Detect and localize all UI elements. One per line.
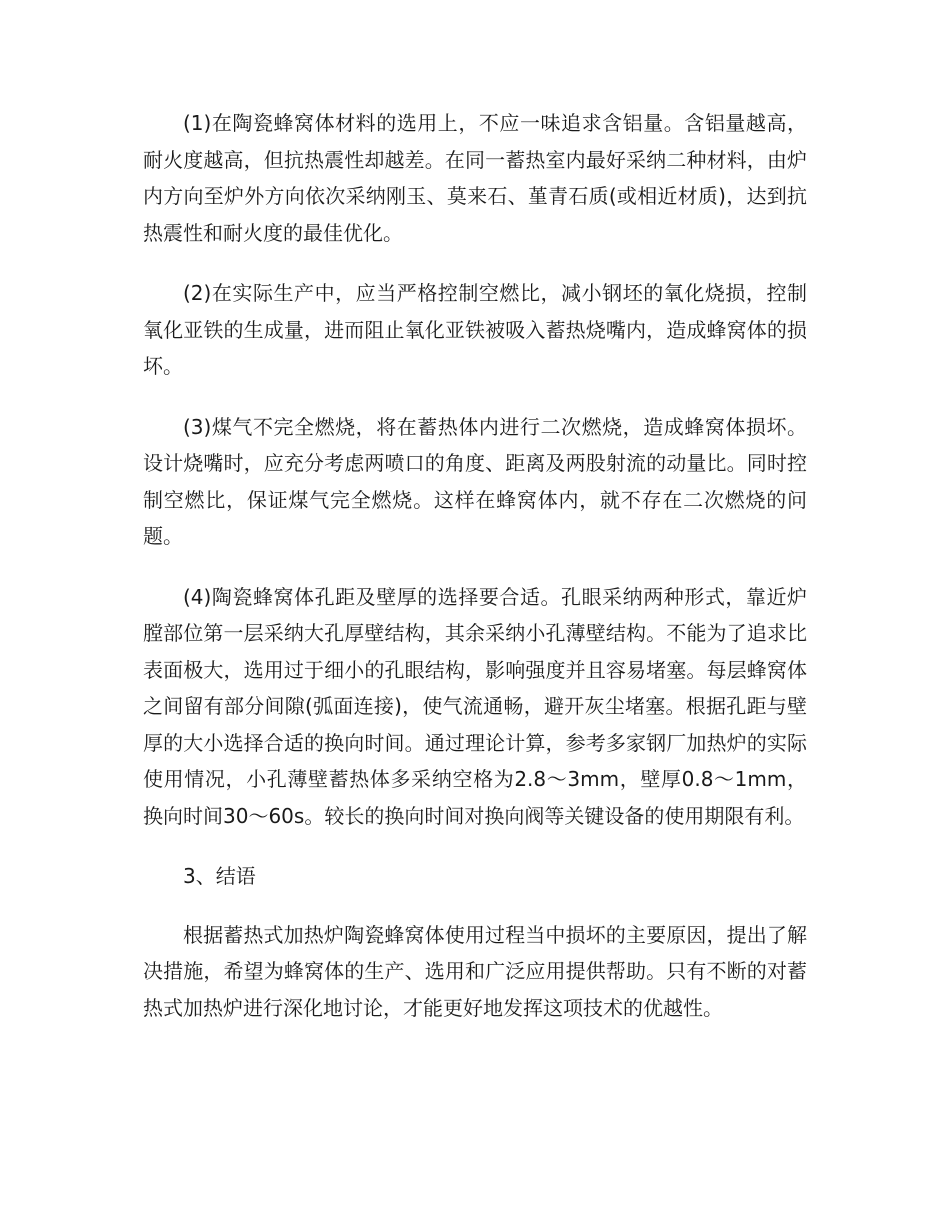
paragraph-measure-4: (4)陶瓷蜂窝体孔距及壁厚的选择要合适。孔眼采纳两种形式，靠近炉膛部位第一层采纳大孔厚壁结构，其余采纳小孔薄壁结构。不能为了追求比表面极大，选用过于细小的孔眼结构，影响强度并且容易堵塞。每层蜂窝体之间留有部分间隙(弧面连接)，使气流通畅，避开灰尘堵塞。根据孔距与壁厚的大小选择合适的换向时间。通过理论计算，参考多家钢厂加热炉的实际使用情况，小孔薄壁蓄热体多采纳空格为2.8〜3mm，壁厚0.8〜1mm，换向时间30〜60s。较长的换向时间对换向阀等关键设备的使用期限有利。	[143, 584, 807, 828]
paragraph-measure-1: (1)在陶瓷蜂窝体材料的选用上，不应一味追求含铝量。含铝量越高，耐火度越高，但抗热震性却越差。在同一蓄热室内最好采纳二种材料，由炉内方向至炉外方向依次采纳刚玉、莫来石、堇青石质(或相近材质)，达到抗热震性和耐火度的最佳优化。	[143, 111, 807, 245]
conclusion-paragraph: 根据蓄热式加热炉陶瓷蜂窝体使用过程当中损坏的主要原因，提出了解决措施，希望为蜂窝体的生产、选用和广泛应用提供帮助。只有不断的对蓄热式加热炉进行深化地讨论，才能更好地发挥这项技术的优越性。	[143, 922, 807, 1020]
paragraph-measure-3: (3)煤气不完全燃烧，将在蓄热体内进行二次燃烧，造成蜂窝体损坏。设计烧嘴时，应充分考虑两喷口的角度、距离及两股射流的动量比。同时控制空燃比，保证煤气完全燃烧。这样在蜂窝体内，就不存在二次燃烧的问题。	[143, 414, 807, 548]
document-page	[143, 105, 807, 1050]
section-heading: 3、结语	[183, 864, 256, 888]
paragraph-measure-2: (2)在实际生产中，应当严格控制空燃比，减小钢坯的氧化烧损，控制氧化亚铁的生成量，进而阻止氧化亚铁被吸入蓄热烧嘴内，造成蜂窝体的损坏。	[143, 281, 807, 378]
